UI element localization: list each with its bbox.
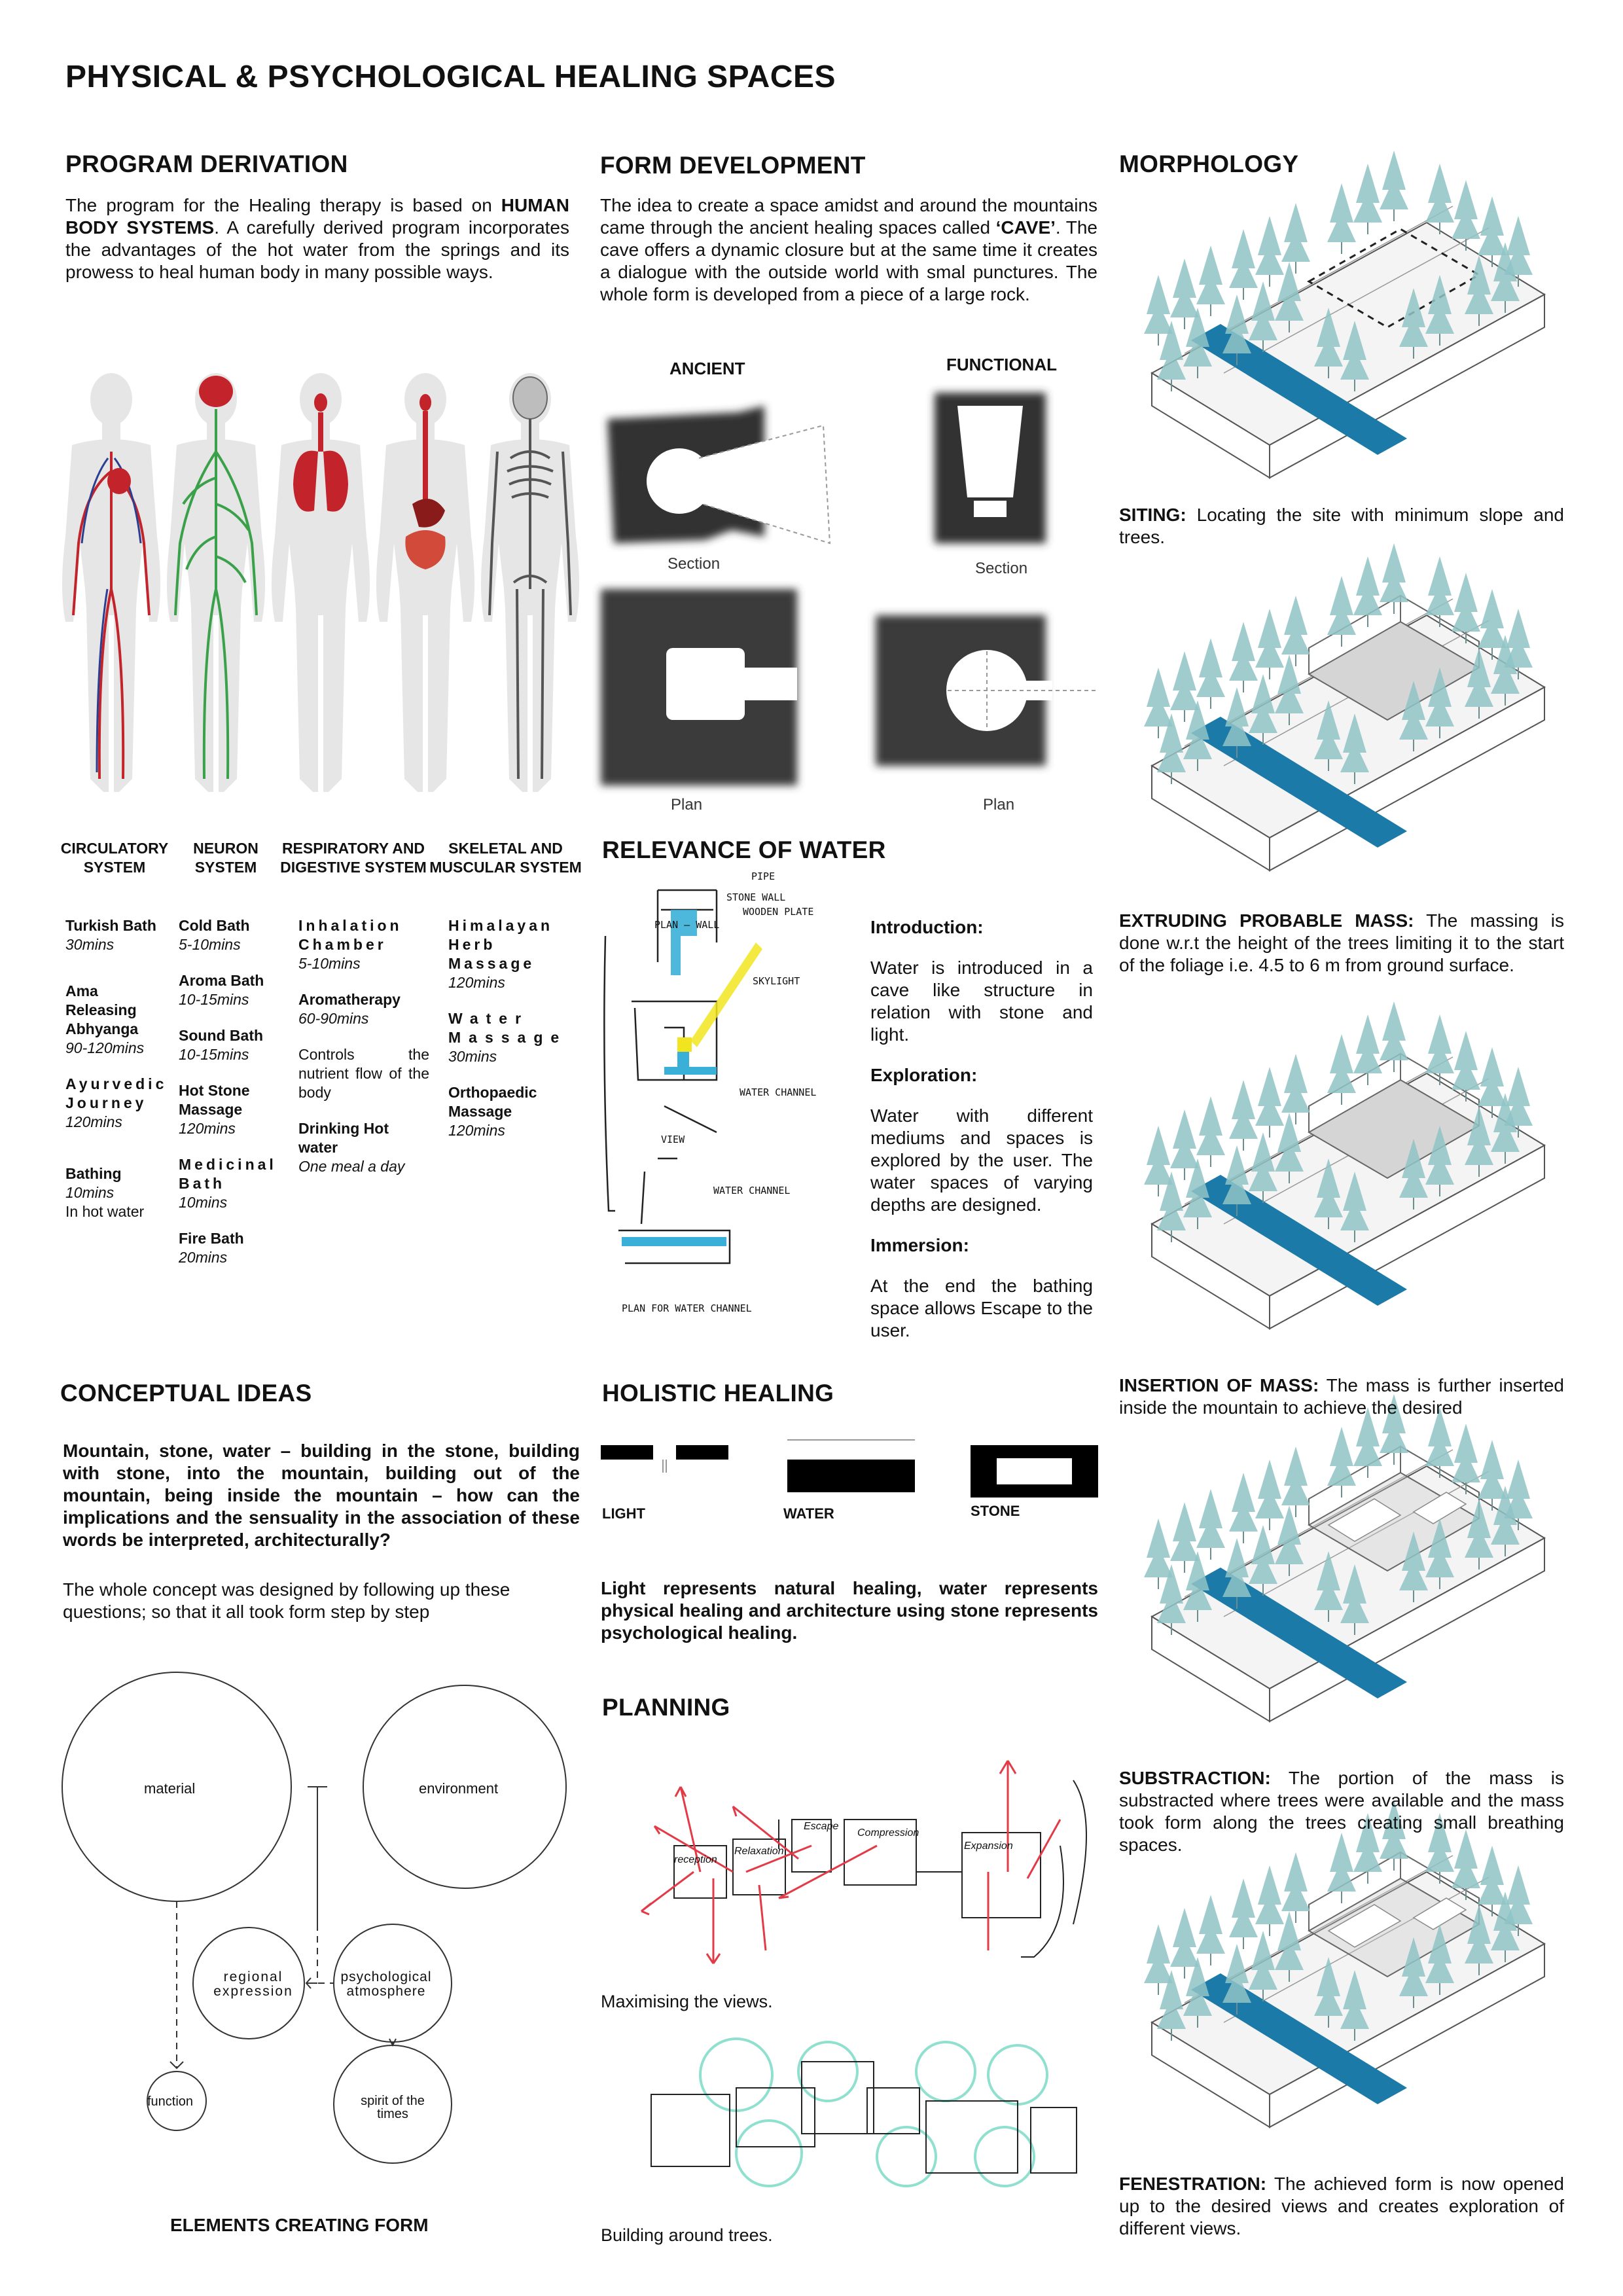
program-text: The program for the Healing therapy is based on HUMAN BODY SYSTEMS. A carefully derived program incorporates the advantages of the hot water from the springs and its prowess to heal human body in many possible ways.	[65, 195, 569, 282]
form-heading: FORM DEVELOPMENT	[600, 152, 866, 179]
skeletal-figure	[481, 373, 579, 792]
tree	[1255, 1865, 1284, 1924]
treatment-duration: 60-90mins	[298, 1010, 369, 1027]
treatment-name: Cold Bath	[179, 917, 250, 934]
functional-plan-caption: Plan	[983, 796, 1015, 814]
tree	[1144, 1126, 1173, 1185]
tree	[1452, 1031, 1480, 1090]
tree	[1327, 183, 1356, 242]
treatment-name: Medicinal Bath	[179, 1156, 277, 1192]
tree	[1144, 275, 1173, 334]
tree	[1229, 1473, 1258, 1532]
functional-section	[935, 393, 1046, 543]
circle-psychological-label: psychological atmosphere	[340, 1969, 432, 1999]
tree	[1229, 622, 1258, 681]
tree	[1478, 1440, 1507, 1499]
treatment-duration: 30mins	[65, 936, 115, 953]
tree	[1229, 1080, 1258, 1139]
plan-label-relaxation: Relaxation	[734, 1846, 784, 1857]
system-col-circulatory: CIRCULATORY SYSTEM	[60, 840, 169, 876]
morph-step-insertion: INSERTION OF MASS: The mass is further inserted inside the mountain to achieve the desired	[1119, 1375, 1564, 1418]
treatment-duration: 10mins	[179, 1194, 228, 1211]
treatment-duration: 5-10mins	[179, 936, 241, 953]
water-explore-text: Water with different mediums and spaces is explored by the user. The water spaces of varying depths are designed.	[870, 1105, 1093, 1215]
tree	[1425, 164, 1454, 223]
nerve-figure	[167, 373, 265, 792]
system-col-respiratory: RESPIRATORY AND DIGESTIVE SYSTEM	[280, 840, 427, 876]
circle-material-label: material	[144, 1780, 196, 1797]
circle-spirit-label: spirit of the times	[361, 2094, 425, 2121]
planning-sketch-trees	[638, 2036, 1096, 2193]
tree	[1170, 1908, 1199, 1967]
stone-label: STONE	[971, 1503, 1020, 1519]
water-intro-title: Introduction:	[870, 917, 984, 937]
planning-caption-views: Maximising the views.	[601, 1992, 773, 2011]
tree	[1170, 1502, 1199, 1561]
tree	[1255, 216, 1284, 275]
tree	[1327, 1034, 1356, 1093]
plan-label-compression: Compression	[857, 1827, 919, 1839]
tree	[1281, 1054, 1310, 1113]
treatment-name: Inhalation Chamber	[298, 917, 402, 953]
concept-heading: CONCEPTUAL IDEAS	[60, 1380, 312, 1407]
plan-label-escape: Escape	[804, 1821, 839, 1832]
treatment-name: Drinking Hot water	[298, 1120, 389, 1156]
water-immerse-text: At the end the bathing space allows Escape to the user.	[870, 1276, 1093, 1340]
treatment-name: Water Massage	[448, 1010, 567, 1046]
functional-section-caption: Section	[975, 560, 1028, 577]
morphology-diagrams	[1113, 183, 1571, 2258]
treatment-duration: 120mins	[448, 974, 505, 991]
treatment-name: Himalayan Herb Massage	[448, 917, 554, 972]
tree	[1144, 1518, 1173, 1577]
sketch-note-plan-channel: PLAN FOR WATER CHANNEL	[622, 1302, 752, 1314]
tree	[1196, 638, 1225, 697]
circle-function-label: function	[147, 2094, 194, 2109]
plan-label-expansion: Expansion	[964, 1840, 1013, 1852]
plan-label-reception: reception	[674, 1854, 717, 1865]
morphology-heading: MORPHOLOGY	[1119, 151, 1299, 177]
tree	[1380, 543, 1408, 602]
tree	[1281, 596, 1310, 655]
tree	[1196, 1895, 1225, 1954]
treatment-duration: One meal a day	[298, 1158, 405, 1175]
functional-plan	[876, 615, 1098, 766]
cave-drawings	[601, 393, 1105, 812]
circulatory-treatments	[65, 916, 170, 1221]
tree	[1196, 1489, 1225, 1548]
system-col-neuron: NEURON SYSTEM	[193, 840, 259, 876]
light-label: LIGHT	[602, 1505, 645, 1522]
concept-diagram	[59, 1676, 582, 2173]
digestive-figure	[376, 373, 474, 792]
tree	[1144, 1924, 1173, 1983]
concept-bold-text: Mountain, stone, water – building in the stone, building with stone, into the mountain, building out of the mountain, being inside the mountain – how can the implications and the sensuality in the association of these words be interpreted, architecturally?	[63, 1441, 580, 1550]
tree	[1255, 1460, 1284, 1518]
tree	[1229, 1878, 1258, 1937]
treatment-duration: 120mins	[448, 1122, 505, 1139]
tree	[1452, 573, 1480, 632]
concept-text: The whole concept was designed by following up these questions; so that it all took form step by step	[63, 1579, 510, 1622]
treatment-name: Ayurvedic Journey	[65, 1075, 168, 1111]
body-systems-illustration	[59, 373, 582, 805]
neuron-treatments	[179, 916, 287, 1284]
water-immerse-title: Immersion:	[870, 1235, 969, 1255]
treatment-duration: 10mins	[65, 1184, 115, 1201]
treatment-duration: 120mins	[179, 1120, 236, 1137]
treatment-name: Ama Releasing Abhyanga	[65, 982, 139, 1037]
tree	[1425, 1014, 1454, 1073]
tree	[1452, 1424, 1480, 1482]
sketch-note-stonewall: STONE WALL	[726, 891, 786, 903]
treatment-name: Orthopaedic Massage	[448, 1084, 537, 1120]
water-heading: RELEVANCE OF WATER	[602, 836, 886, 863]
treatment-duration: 10-15mins	[179, 991, 249, 1008]
respiratory-figure	[272, 373, 370, 792]
treatment-duration: 120mins	[65, 1113, 122, 1130]
tree	[1353, 164, 1382, 223]
treatment-name: Hot Stone Massage	[179, 1082, 250, 1118]
sketch-note-waterchannel: WATER CHANNEL	[740, 1086, 817, 1098]
treatment-note: Controls the nutrient flow of the body	[298, 1046, 429, 1101]
tree	[1170, 1109, 1199, 1168]
circle-environment-label: environment	[419, 1780, 499, 1797]
tree	[1144, 668, 1173, 726]
circulatory-figure	[62, 373, 160, 792]
tree	[1229, 229, 1258, 288]
morph-diagram-1	[1144, 151, 1544, 478]
circle-regional-label: regional expression	[213, 1969, 293, 1999]
ancient-section	[607, 406, 830, 543]
system-col-skeletal: SKELETAL AND MUSCULAR SYSTEM	[429, 840, 582, 876]
sketch-note-skylight: SKYLIGHT	[753, 975, 800, 987]
treatment-name: Aroma Bath	[179, 972, 264, 989]
sketch-note-woodenplate: WOODEN PLATE	[743, 906, 814, 918]
morph-step-fenestration: FENESTRATION: The achieved form is now opened up to the desired views and creates exploration of different views.	[1119, 2174, 1565, 2238]
ancient-plan-caption: Plan	[671, 796, 703, 814]
form-text: The idea to create a space amidst and around the mountains came through the ancient healing spaces called ‘CAVE’. The cave offers a dynamic closure but at the same time it creates a dialogue with the outside world with smal punctures. The whole form is developed from a piece of a large rock.	[600, 195, 1097, 304]
treatment-duration: 10-15mins	[179, 1046, 249, 1063]
tree	[1196, 245, 1225, 304]
ancient-section-caption: Section	[668, 555, 721, 573]
tree	[1281, 1852, 1310, 1911]
morph-step-extruding: EXTRUDING PROBABLE MASS: The massing is done w.r.t the height of the trees limiting it to the start of the foliage i.e. 4.5 to 6 m from ground surface.	[1119, 910, 1565, 975]
tree	[1170, 651, 1199, 710]
ancient-label: ANCIENT	[669, 359, 745, 378]
sketch-note-planwall: PLAN – WALL	[654, 919, 720, 931]
holistic-symbols	[601, 1433, 1105, 1505]
tree	[1327, 1427, 1356, 1486]
tree	[1380, 1001, 1408, 1060]
tree	[1425, 556, 1454, 615]
sketch-note-pipe: PIPE	[751, 870, 776, 882]
morph-diagram-3	[1144, 1001, 1544, 1329]
skeletal-treatments	[448, 916, 579, 1157]
planning-heading: PLANNING	[602, 1694, 730, 1721]
program-heading: PROGRAM DERIVATION	[65, 151, 348, 177]
treatment-name: Aromatherapy	[298, 991, 401, 1008]
concept-caption: ELEMENTS CREATING FORM	[170, 2215, 429, 2235]
water-text	[870, 916, 1093, 1342]
tree	[1170, 259, 1199, 317]
tree	[1353, 1014, 1382, 1073]
tree	[1353, 556, 1382, 615]
treatment-duration: 5-10mins	[298, 955, 361, 972]
treatment-duration: 30mins	[448, 1048, 497, 1065]
morph-diagram-4	[1144, 1394, 1544, 1721]
tree	[1452, 180, 1480, 239]
treatment-name: Bathing	[65, 1165, 122, 1182]
sketch-note-view: VIEW	[661, 1134, 685, 1145]
treatment-duration: 90-120mins	[65, 1039, 145, 1056]
treatment-name: Turkish Bath	[65, 917, 156, 934]
page-title: PHYSICAL & PSYCHOLOGICAL HEALING SPACES	[65, 60, 836, 94]
tree	[1196, 1096, 1225, 1155]
treatment-name: Fire Bath	[179, 1230, 244, 1247]
tree	[1478, 196, 1507, 255]
tree	[1478, 589, 1507, 648]
water-label: WATER	[783, 1505, 834, 1522]
water-intro-text: Water is introduced in a cave like structure in relation with stone and light.	[870, 958, 1093, 1045]
functional-label: FUNCTIONAL	[946, 355, 1057, 374]
holistic-text: Light represents natural healing, water represents physical healing and architecture using stone represents psychological healing.	[601, 1578, 1098, 1643]
tree	[1281, 203, 1310, 262]
water-explore-title: Exploration:	[870, 1065, 978, 1085]
planning-caption-trees: Building around trees.	[601, 2225, 773, 2245]
tree	[1327, 576, 1356, 635]
tree	[1255, 1067, 1284, 1126]
morph-diagram-2	[1144, 543, 1544, 870]
treatment-note: In hot water	[65, 1203, 145, 1220]
tree	[1478, 1047, 1507, 1106]
treatment-name: Sound Bath	[179, 1027, 264, 1044]
ancient-plan	[601, 589, 797, 785]
water-sketch	[599, 870, 861, 1342]
tree	[1281, 1446, 1310, 1505]
sketch-note-waterchannel-2: WATER CHANNEL	[713, 1185, 791, 1196]
tree	[1255, 609, 1284, 668]
tree	[1380, 151, 1408, 209]
respiratory-treatments	[298, 916, 429, 1193]
treatment-duration: 20mins	[179, 1249, 228, 1266]
holistic-heading: HOLISTIC HEALING	[602, 1380, 834, 1407]
morph-step-siting: SITING: Locating the site with minimum slope and trees.	[1119, 505, 1564, 547]
morph-step-substraction: SUBSTRACTION: The portion of the mass is substracted where trees were available and the mass took form along the trees creating small breathing spaces.	[1119, 1768, 1564, 1855]
